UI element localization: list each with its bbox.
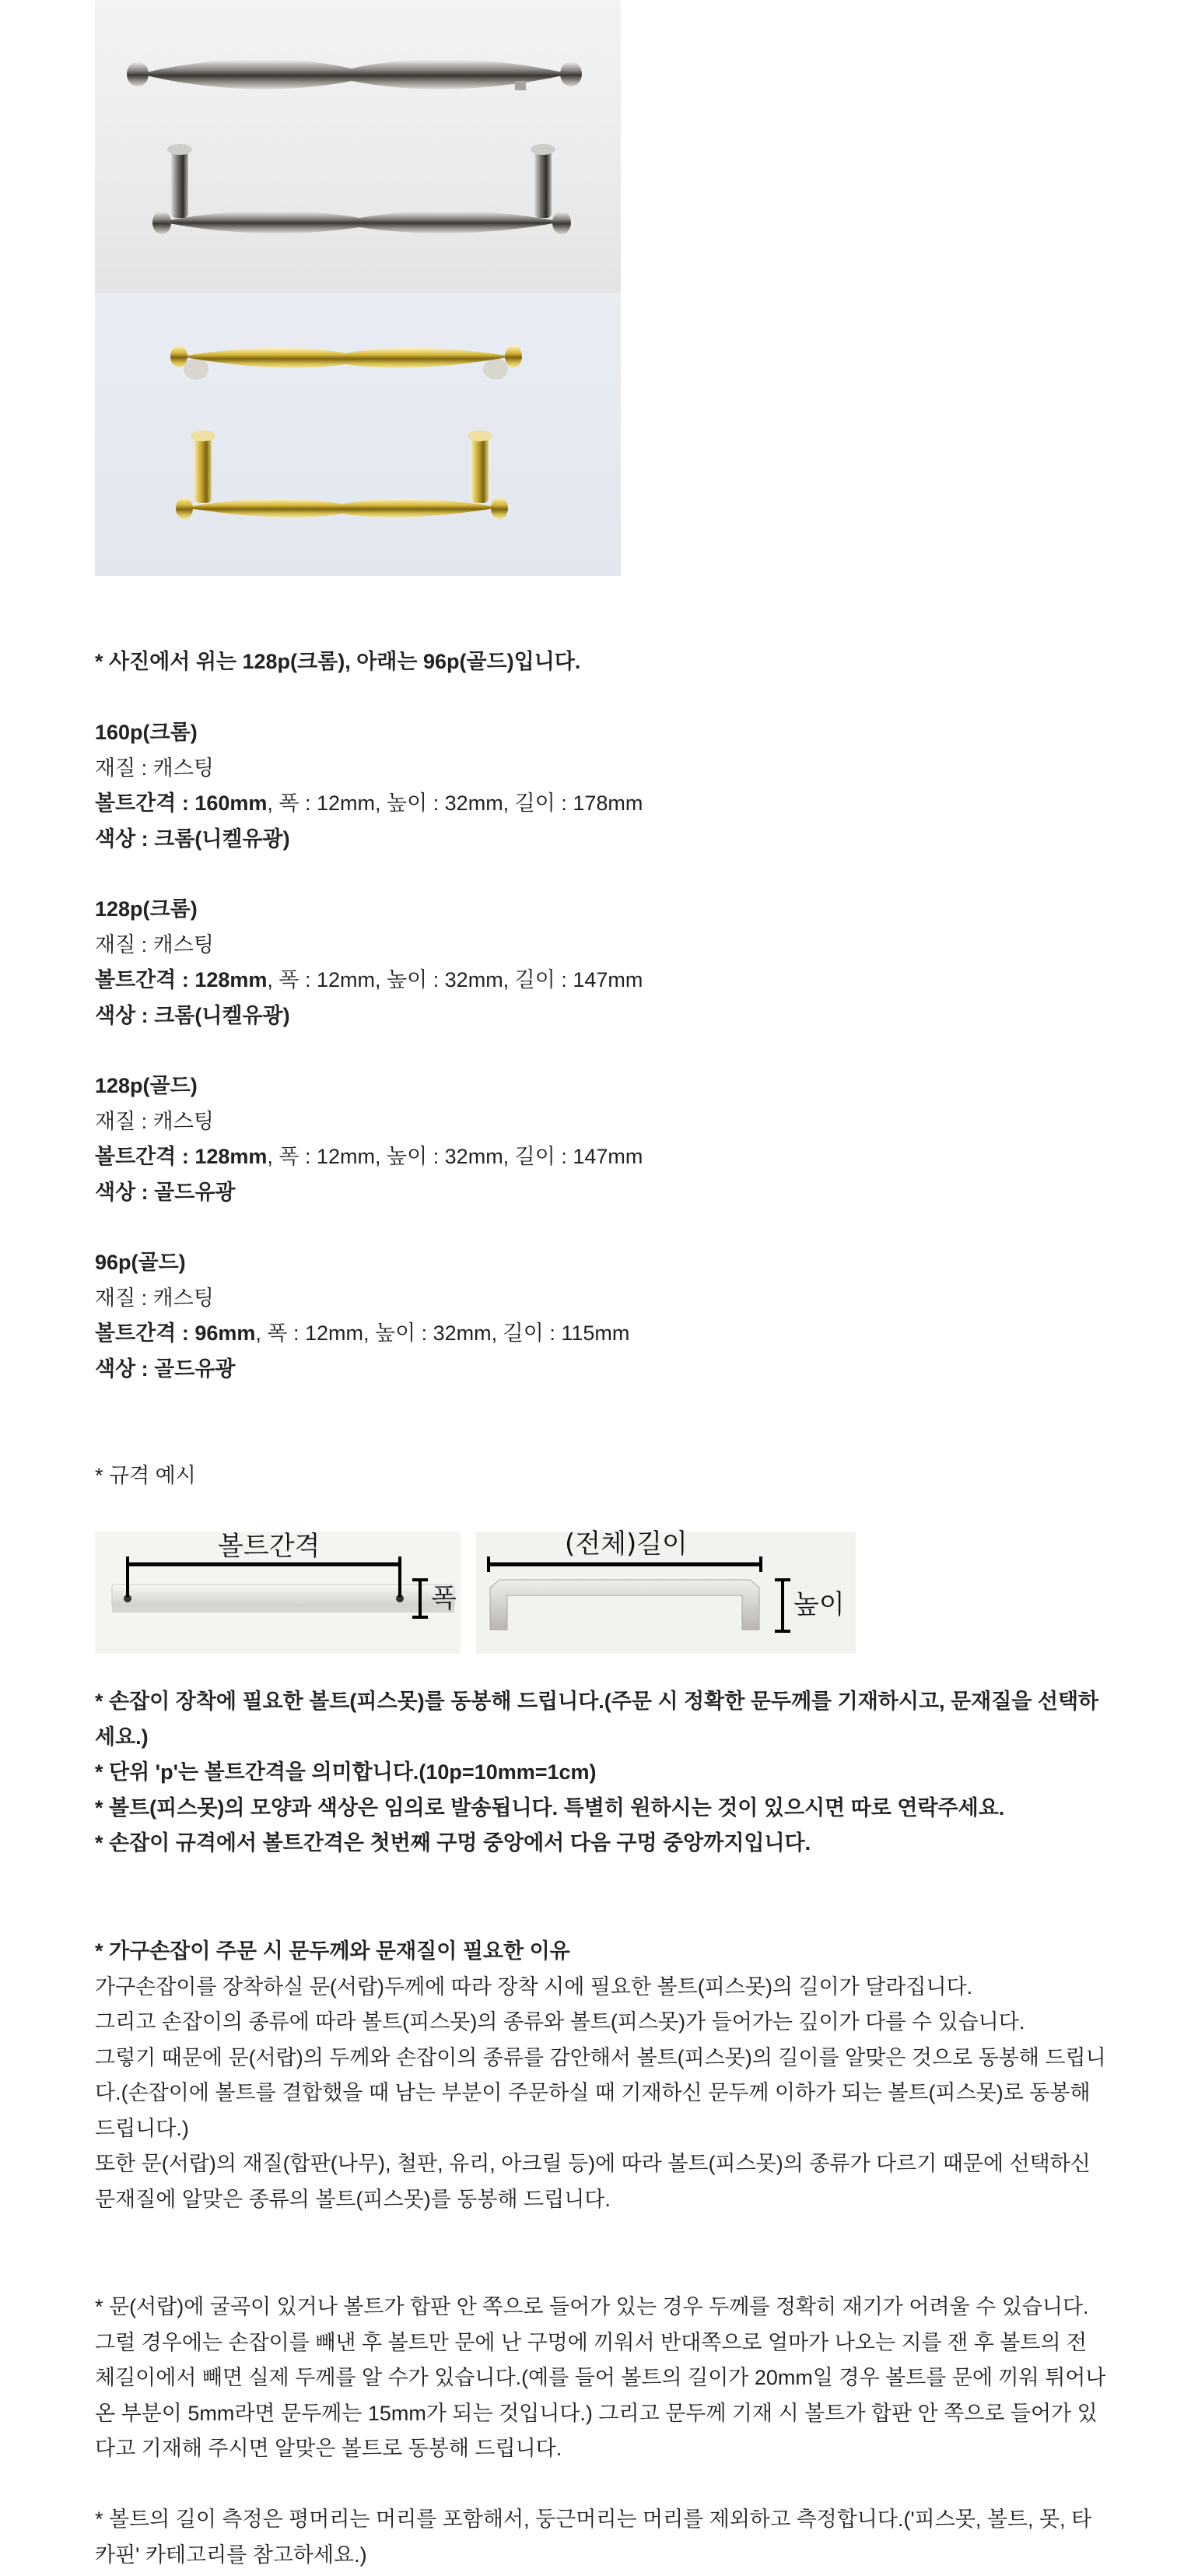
spec-example-title: * 규격 예시 [95,1464,196,1487]
notice-item: * 손잡이 장착에 필요한 볼트(피스못)를 동봉해 드립니다.(주문 시 정확한 문두께를 기재하시고, 문재질을 선택하세요.) [95,1690,1099,1749]
product-color: 색상 : 크롬(니켈유광) [95,1003,290,1027]
product-dimensions [95,963,1106,998]
reason-section [95,1934,1106,2217]
notice-list [95,1684,1111,1862]
product-block [95,1245,1106,1387]
bolt-length-note: * 볼트의 길이 측정은 평머리는 머리를 포함해서, 둥근머리는 머리를 제외하고 측정합니다.('피스못, 볼트, 못, 타카핀' 카테고리를 참고하세요.) [95,2508,1092,2567]
bolt-spacing-label: 볼트간격 : 128mm [95,968,268,991]
dimension-values: , 폭 : 12mm, 높이 : 32mm, 길이 : 147mm [267,968,643,991]
spec-diagram [95,1528,856,1654]
diagram-label-bolt-spacing: 볼트간격 [218,1531,321,1562]
product-material: 재질 : 캐스팅 [95,756,214,780]
product-color: 색상 : 골드유광 [95,1180,236,1204]
product-dimensions [95,1139,1106,1175]
product-name: 128p(골드) [95,1074,198,1097]
reason-paragraph: 그리고 손잡이의 종류에 따라 볼트(피스못)의 종류와 볼트(피스못)가 들어가는 깊이가 다를 수 있습니다. [95,2010,1025,2034]
reason-paragraph: 가구손잡이를 장착하실 문(서랍)두께에 따라 장착 시에 필요한 볼트(피스못)의 길이가 달라집니다. [95,1974,973,1999]
bolt-spacing-label: 볼트간격 : 160mm [95,791,268,815]
dimension-values: , 폭 : 12mm, 높이 : 32mm, 길이 : 115mm [255,1321,630,1345]
diagram-label-height: 높이 [793,1589,845,1620]
diagram-label-width: 폭 [431,1583,457,1614]
product-name: 96p(골드) [95,1251,186,1274]
bolt-spacing-label: 볼트간격 : 96mm [95,1321,256,1345]
product-material: 재질 : 캐스팅 [95,932,214,956]
product-dimensions [95,1316,1106,1352]
reason-paragraph: 그렇기 때문에 문(서랍)의 두께와 손잡이의 종류를 감안해서 볼트(피스못)의 길이를 알맞은 것으로 동봉해 드립니다.(손잡이에 볼트를 결합했을 때 남는 부분이 주문하실 때 기재하신 문두께 이하가 되는 볼트(피스못)로 동봉해 드립니다.) [95,2045,1106,2140]
product-color: 색상 : 골드유광 [95,1356,236,1381]
notice-item: * 볼트(피스못)의 모양과 색상은 임의로 발송됩니다. 특별히 원하시는 것이 있으시면 따로 연락주세요. [95,1795,1005,1820]
product-dimensions [95,786,1106,822]
product-block [95,1069,1106,1210]
notice-item: * 단위 'p'는 볼트간격을 의미합니다.(10p=10mm=1cm) [95,1760,597,1784]
product-name: 128p(크롬) [95,897,198,921]
reason-paragraph: 또한 문(서랍)의 재질(합판(나무), 철판, 유리, 아크릴 등)에 따라 볼트(피스못)의 종류가 다르기 때문에 선택하신 문재질에 알맞은 종류의 볼트(피스못)를 동봉해 드립니다. [95,2152,1091,2211]
product-name: 160p(크롬) [95,721,198,744]
product-material: 재질 : 캐스팅 [95,1286,214,1310]
reason-title: * 가구손잡이 주문 시 문두께와 문재질이 필요한 이유 [95,1939,570,1963]
product-color: 색상 : 크롬(니켈유광) [95,826,290,851]
bolt-spacing-label: 볼트간격 : 128mm [95,1145,268,1168]
chrome-handle-photo [95,0,621,293]
diagram-label-total-length: (전체)길이 [565,1528,688,1560]
product-material: 재질 : 캐스팅 [95,1109,214,1133]
notice-item: * 손잡이 규격에서 볼트간격은 첫번째 구멍 중앙에서 다음 구멍 중앙까지입니다. [95,1831,811,1855]
curved-door-note: * 문(서랍)에 굴곡이 있거나 볼트가 합판 안 쪽으로 들어가 있는 경우 두께를 정확히 재기가 어려울 수 있습니다. 그럴 경우에는 손잡이를 빼낸 후 볼트만 문에 난 구멍에 끼워서 반대쪽으로 얼마가 나오는 지를 잰 후 볼트의 전체길이에서 빼면 실제 두께를 알 수가 있습니다.(예를 들어 볼트의 길이가 20mm일 경우 볼트를 문에 끼워 튀어나온 부분이 5mm라면 문두께는 15mm가 되는 것입니다.) 그리고 문두께 기재 시 볼트가 합판 안 쪽으로 들어가 있다고 기재해 주시면 알맞은 볼트로 동봉해 드립니다. [95,2295,1106,2460]
gold-handle-photo [95,293,621,576]
product-block [95,892,1106,1034]
dimension-values: , 폭 : 12mm, 높이 : 32mm, 길이 : 178mm [267,791,643,815]
product-block [95,715,1106,857]
photo-note: * 사진에서 위는 128p(크롬), 아래는 96p(골드)입니다. [95,650,581,673]
dimension-values: , 폭 : 12mm, 높이 : 32mm, 길이 : 147mm [267,1145,643,1168]
